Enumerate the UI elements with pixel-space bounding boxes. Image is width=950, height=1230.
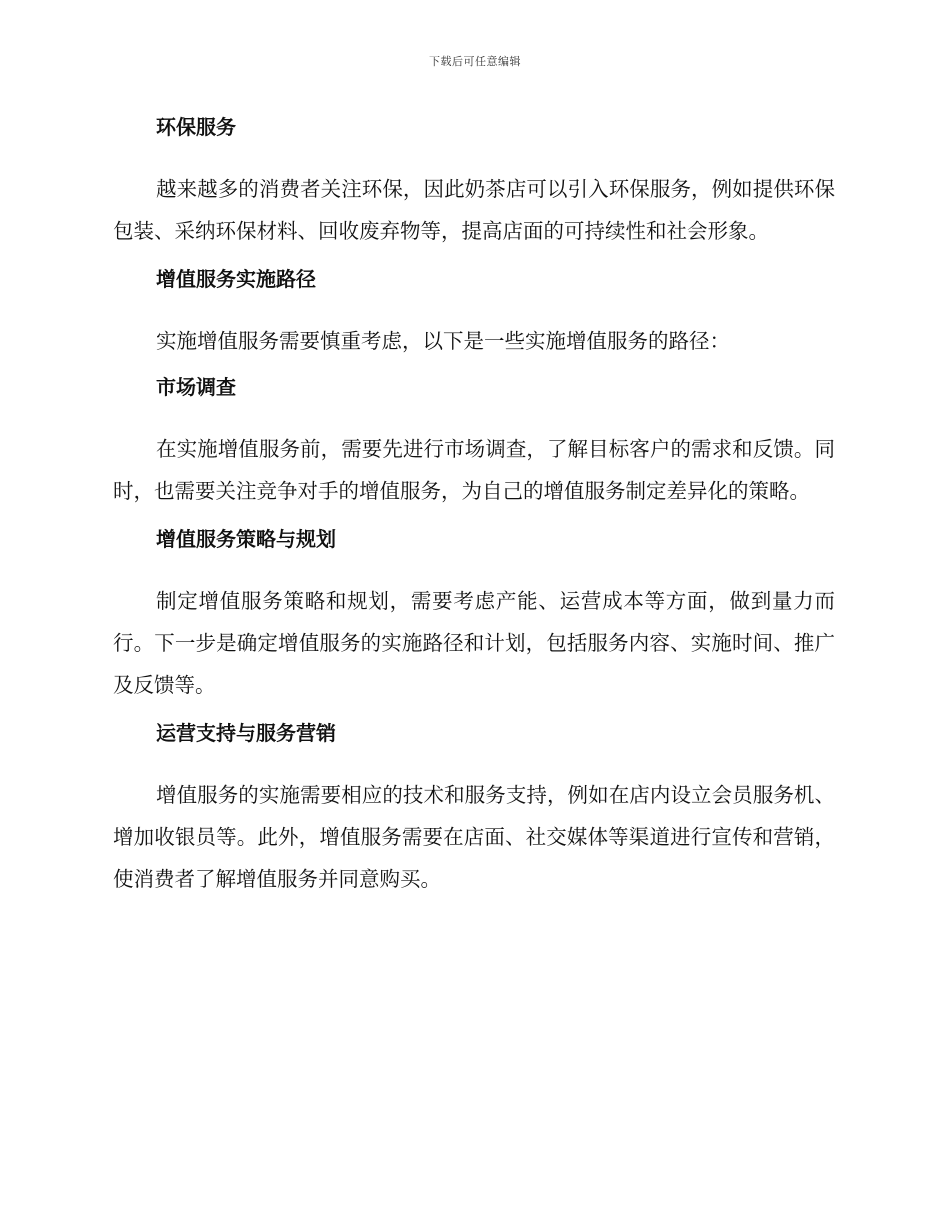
- paragraph-market-research: 在实施增值服务前，需要先进行市场调查，了解目标客户的需求和反馈。同时，也需要关注竞争对手的增值服务，为自己的增值服务制定差异化的策略。: [113, 437, 835, 503]
- page-header: 下载后可任意编辑: [429, 55, 521, 68]
- paragraph-strategy-planning: 制定增值服务策略和规划，需要考虑产能、运营成本等方面，做到量力而行。下一步是确定增值服务的实施路径和计划，包括服务内容、实施时间、推广及反馈等。: [113, 589, 835, 697]
- paragraph-environmental-service: 越来越多的消费者关注环保，因此奶茶店可以引入环保服务，例如提供环保包装、采纳环保材料、回收废弃物等，提高店面的可持续性和社会形象。: [113, 177, 835, 243]
- paragraph-implementation-path: 实施增值服务需要慎重考虑，以下是一些实施增值服务的路径：: [156, 329, 730, 353]
- document-body: [113, 113, 835, 913]
- section-heading-strategy-planning: 增值服务策略与规划: [156, 527, 336, 551]
- section-heading-implementation-path: 增值服务实施路径: [156, 267, 316, 291]
- section-heading-market-research: 市场调查: [156, 375, 236, 399]
- section-heading-operations-marketing: 运营支持与服务营销: [156, 721, 336, 745]
- paragraph-operations-marketing: 增值服务的实施需要相应的技术和服务支持，例如在店内设立会员服务机、增加收银员等。此外，增值服务需要在店面、社交媒体等渠道进行宣传和营销，使消费者了解增值服务并同意购买。: [113, 783, 835, 891]
- section-heading-environmental-service: 环保服务: [156, 115, 236, 139]
